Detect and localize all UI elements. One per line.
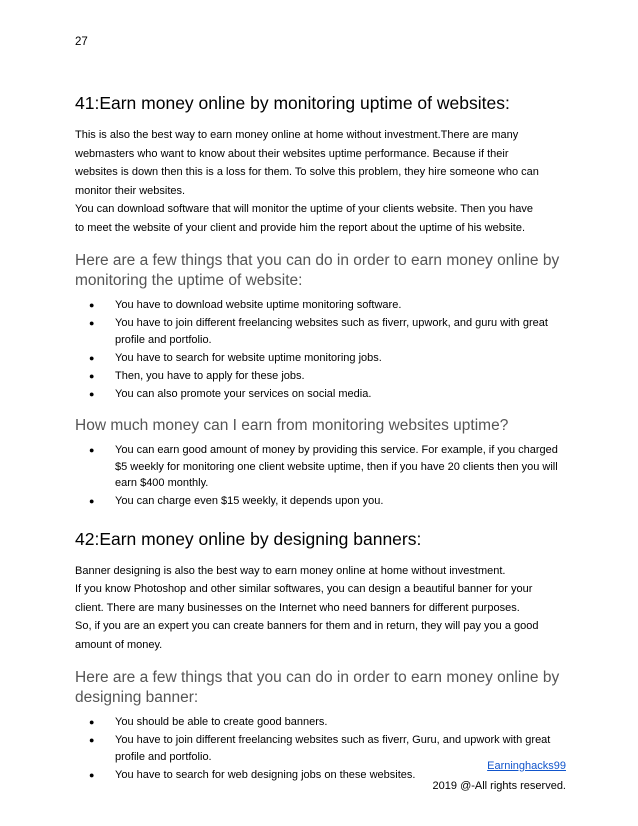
section-42-intro — [75, 562, 567, 655]
paragraph-line: amount of money. — [75, 638, 163, 651]
paragraph-line: monitor their websites. — [75, 184, 186, 197]
paragraph-line: Banner designing is also the best way to earn money online at home without investment. — [75, 564, 506, 577]
bullet-icon: ● — [89, 318, 95, 328]
bullet-icon: ● — [89, 352, 95, 363]
footer-copyright: 2019 @-All rights reserved. — [432, 780, 566, 792]
list-item-text: You have to join different freelancing websites such as fiverr, Guru, and upwork with great profile and portfolio. — [115, 734, 551, 763]
paragraph-line: webmasters who want to know about their websites uptime performance. Because if their — [75, 147, 509, 160]
section-41-things-heading: Here are a few things that you can do in order to earn money online by monitoring the uptime of website: — [75, 252, 560, 289]
bullet-icon: ● — [89, 388, 95, 399]
list-item-text: You have to download website uptime monitoring software. — [115, 299, 402, 311]
paragraph-line: So, if you are an expert you can create banners for them and in return, they will pay you a good — [75, 620, 539, 632]
section-41-money-list — [75, 442, 567, 510]
paragraph-line: If you know Photoshop and other similar softwares, you can design a beautiful banner for your — [75, 583, 533, 595]
bullet-icon: ● — [89, 769, 95, 780]
list-item — [75, 714, 567, 731]
list-item — [75, 442, 567, 492]
bullet-icon: ● — [89, 370, 95, 381]
footer-site-link[interactable]: Earninghacks99 — [487, 760, 566, 772]
paragraph-line: websites is down then this is a loss for them. To solve this problem, they hire someone who can — [75, 166, 539, 178]
list-item — [75, 386, 567, 403]
paragraph-line: to meet the website of your client and provide him the report about the uptime of his website. — [75, 221, 526, 234]
list-item-text: Then, you have to apply for these jobs. — [115, 369, 305, 382]
section-41-intro — [75, 126, 567, 237]
bullet-icon: ● — [89, 717, 95, 727]
list-item — [75, 368, 567, 385]
section-42-title: 42:Earn money online by designing banners: — [75, 528, 422, 549]
list-item — [75, 297, 567, 314]
page-number: 27 — [75, 36, 88, 48]
section-41-things-list — [75, 297, 567, 402]
bullet-icon: ● — [89, 445, 95, 455]
page-footer — [433, 756, 566, 796]
list-item-text: You can also promote your services on social media. — [115, 387, 372, 400]
list-item-text: You have to join different freelancing websites such as fiverr, upwork, and guru with great profile and portfolio. — [115, 317, 548, 346]
list-item-text: You can charge even $15 weekly, it depends upon you. — [115, 495, 384, 507]
bullet-icon: ● — [89, 300, 95, 310]
list-item-text: You can earn good amount of money by providing this service. For example, if you charged $5 weekly for monitoring one client website uptime, then if you have 20 clients then you will earn $400 monthly. — [115, 444, 558, 489]
bullet-icon: ● — [89, 735, 95, 745]
list-item — [75, 315, 567, 348]
list-item-text: You have to search for website uptime monitoring jobs. — [115, 351, 382, 364]
paragraph-line: You can download software that will monitor the uptime of your clients website. Then you have — [75, 203, 533, 215]
list-item — [75, 350, 567, 367]
paragraph-line: client. There are many businesses on the Internet who need banners for different purposes. — [75, 601, 520, 614]
list-item — [75, 493, 567, 510]
paragraph-line: This is also the best way to earn money online at home without investment.There are many — [75, 129, 519, 141]
section-41-money-heading: How much money can I earn from monitoring websites uptime? — [75, 417, 509, 434]
bullet-icon: ● — [89, 496, 95, 506]
section-42-things-heading: Here are a few things that you can do in order to earn money online by designing banner: — [75, 669, 560, 706]
list-item-text: You have to search for web designing jobs on these websites. — [115, 768, 416, 781]
list-item-text: You should be able to create good banners. — [115, 716, 328, 728]
section-41-title: 41:Earn money online by monitoring uptime of websites: — [75, 93, 510, 113]
page-content — [75, 92, 567, 785]
